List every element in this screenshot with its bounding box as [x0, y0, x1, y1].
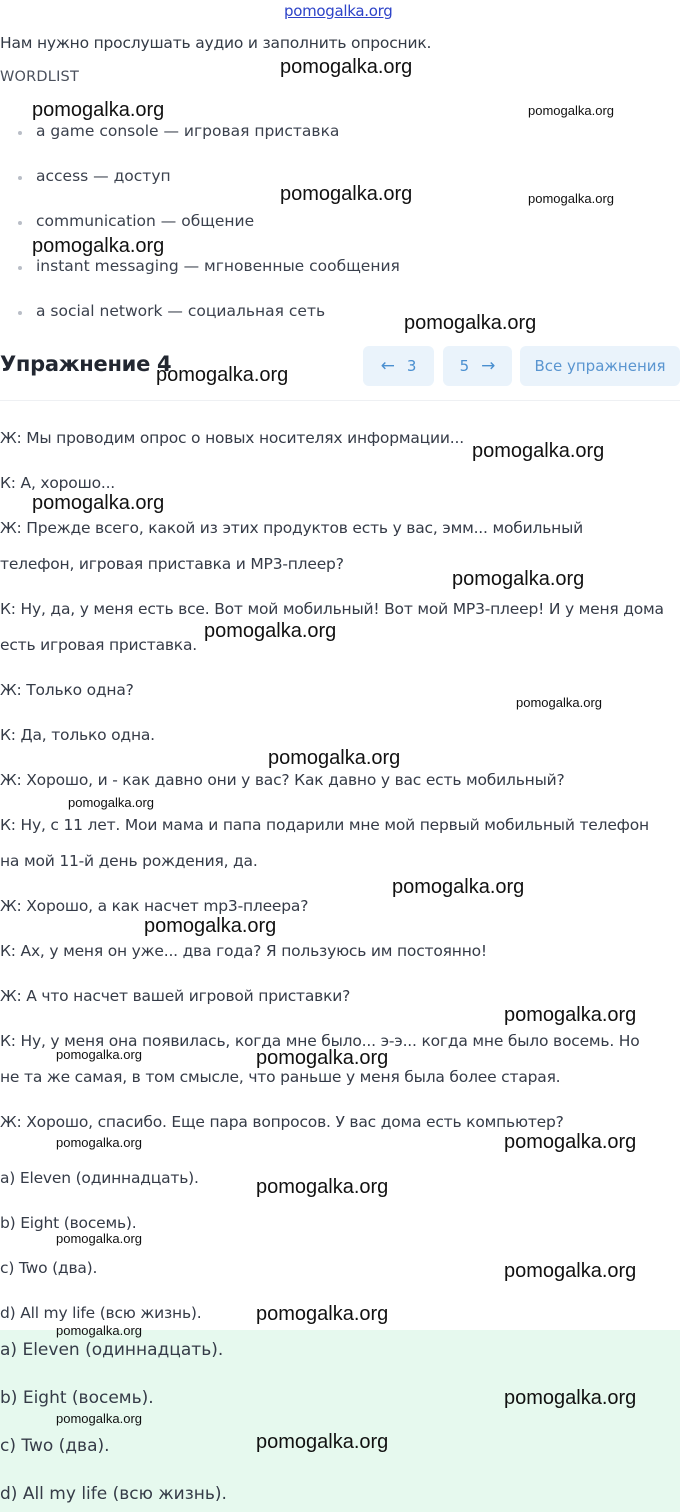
transcript-line: К: Ну, с 11 лет. Мои мама и папа подарили мне мой первый мобильный телефон: [0, 816, 649, 834]
transcript-line: a) Eleven (одиннадцать).: [0, 1169, 199, 1187]
arrow-left-icon: ←: [380, 356, 395, 376]
wordlist-item: a social network — социальная сеть: [0, 302, 600, 347]
watermark: pomogalka.org: [56, 1047, 142, 1062]
watermark: pomogalka.org: [392, 876, 525, 898]
watermark: pomogalka.org: [56, 1411, 142, 1426]
transcript-line: Ж: Хорошо, спасибо. Еще пара вопросов. У вас дома есть компьютер?: [0, 1113, 564, 1131]
watermark: pomogalka.org: [56, 1231, 142, 1246]
answer-line: b) Eight (восемь).: [0, 1388, 154, 1408]
watermark: pomogalka.org: [32, 235, 165, 257]
transcript-line: есть игровая приставка.: [0, 636, 197, 654]
transcript-line: d) All my life (всю жизнь).: [0, 1304, 202, 1322]
all-exercises-button[interactable]: Все упражнения: [520, 346, 680, 386]
watermark: pomogalka.org: [256, 1176, 389, 1198]
watermark: pomogalka.org: [528, 103, 614, 118]
transcript-line: Ж: Мы проводим опрос о новых носителях информации...: [0, 429, 464, 447]
next-exercise-label: 5: [459, 357, 470, 375]
watermark: pomogalka.org: [516, 695, 602, 710]
answer-line: d) All my life (всю жизнь).: [0, 1484, 227, 1504]
transcript-line: Ж: Хорошо, а как насчет mp3-плеера?: [0, 897, 309, 915]
watermark: pomogalka.org: [256, 1303, 389, 1325]
site-link[interactable]: pomogalka.org: [284, 2, 393, 20]
watermark: pomogalka.org: [156, 364, 289, 386]
transcript-line: К: Ну, у меня она появилась, когда мне было... э-э... когда мне было восемь. Но: [0, 1032, 640, 1050]
exercise-title: Упражнение 4: [0, 352, 172, 376]
wordlist-item: instant messaging — мгновенные сообщения: [0, 257, 600, 302]
watermark: pomogalka.org: [256, 1047, 389, 1069]
watermark: pomogalka.org: [504, 1004, 637, 1026]
transcript-line: b) Eight (восемь).: [0, 1214, 137, 1232]
transcript-line: Ж: А что насчет вашей игровой приставки?: [0, 987, 351, 1005]
transcript-line: К: Ах, у меня он уже... два года? Я пользуюсь им постоянно!: [0, 942, 487, 960]
transcript-line: К: А, хорошо...: [0, 474, 116, 492]
transcript-line: Ж: Хорошо, и - как давно они у вас? Как давно у вас есть мобильный?: [0, 771, 565, 789]
transcript-line: Ж: Прежде всего, какой из этих продуктов есть у вас, эмм... мобильный: [0, 519, 583, 537]
next-exercise-button[interactable]: [443, 346, 512, 386]
divider: [0, 400, 680, 401]
wordlist-item: a game console — игровая приставка: [0, 122, 600, 167]
wordlist-title: WORDLIST: [0, 69, 80, 85]
watermark: pomogalka.org: [32, 492, 165, 514]
wordlist-item: access — доступ: [0, 167, 600, 212]
watermark: pomogalka.org: [504, 1131, 637, 1153]
transcript-line: на мой 11-й день рождения, да.: [0, 852, 258, 870]
watermark: pomogalka.org: [504, 1387, 637, 1409]
watermark: pomogalka.org: [528, 191, 614, 206]
watermark: pomogalka.org: [144, 915, 277, 937]
intro-text: Нам нужно прослушать аудио и заполнить опросник.: [0, 34, 432, 52]
transcript-line: Ж: Только одна?: [0, 681, 134, 699]
watermark: pomogalka.org: [280, 56, 413, 78]
transcript-line: не та же самая, в том смысле, что раньше у меня была более старая.: [0, 1068, 561, 1086]
arrow-right-icon: →: [481, 356, 496, 376]
answer-line: a) Eleven (одиннадцать).: [0, 1340, 224, 1360]
watermark: pomogalka.org: [204, 620, 337, 642]
watermark: pomogalka.org: [472, 440, 605, 462]
watermark: pomogalka.org: [56, 1323, 142, 1338]
watermark: pomogalka.org: [68, 795, 154, 810]
watermark: pomogalka.org: [404, 312, 537, 334]
transcript-line: К: Да, только одна.: [0, 726, 155, 744]
watermark: pomogalka.org: [280, 183, 413, 205]
transcript-line: c) Two (два).: [0, 1259, 98, 1277]
watermark: pomogalka.org: [268, 747, 401, 769]
watermark: pomogalka.org: [32, 99, 165, 121]
wordlist-item: communication — общение: [0, 212, 600, 257]
transcript-line: телефон, игровая приставка и MP3-плеер?: [0, 555, 344, 573]
watermark: pomogalka.org: [504, 1260, 637, 1282]
watermark: pomogalka.org: [452, 568, 585, 590]
prev-exercise-label: 3: [406, 357, 417, 375]
watermark: pomogalka.org: [56, 1135, 142, 1150]
prev-exercise-button[interactable]: [363, 346, 434, 386]
watermark: pomogalka.org: [256, 1431, 389, 1453]
transcript-line: К: Ну, да, у меня есть все. Вот мой мобильный! Вот мой MP3-плеер! И у меня дома: [0, 600, 664, 618]
answer-line: c) Two (два).: [0, 1436, 110, 1456]
